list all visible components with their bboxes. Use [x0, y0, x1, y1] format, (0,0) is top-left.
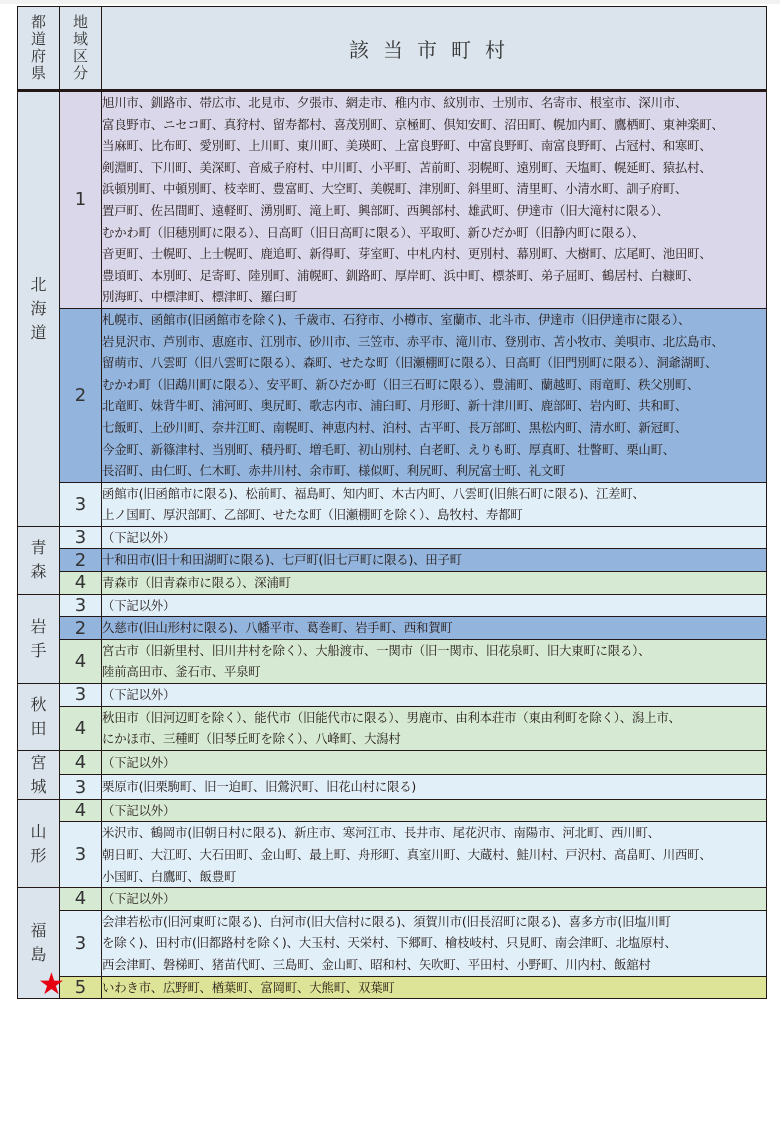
table-row	[18, 482, 767, 526]
prefecture-name-char: 海	[30, 298, 47, 318]
municipality-line: 別海町、中標津町、標津町、羅臼町	[102, 289, 298, 305]
area-class-cell	[60, 684, 102, 707]
area-class-number: 4	[74, 650, 87, 672]
area-class-cell	[60, 976, 102, 999]
table-row	[18, 526, 767, 549]
municipality-line: むかわ町（旧穂別町に限る）、日高町（旧日高町に限る）、平取町、新ひだか町（旧静内町に限る）、	[102, 224, 645, 240]
prefecture-cell	[18, 594, 60, 683]
municipality-list-cell	[102, 482, 767, 526]
municipality-list-cell	[102, 549, 767, 572]
table-row	[18, 308, 767, 482]
area-class-cell	[60, 706, 102, 750]
municipality-line: 長沼町、由仁町、仁木町、赤井川村、余市町、様似町、利尻町、利尻富士町、礼文町	[102, 463, 566, 479]
prefecture-name-char: 青	[30, 538, 47, 558]
table-row	[18, 822, 767, 888]
prefecture-cell	[18, 888, 65, 1003]
municipality-list-cell	[102, 888, 767, 911]
table-body	[18, 91, 767, 1003]
table-row	[18, 572, 767, 595]
prefecture-name-char: 北	[30, 274, 47, 294]
header-char: 区	[72, 47, 88, 65]
municipality-line: 宮古市（旧新里村、旧川井村を除く）、大船渡市、一関市（旧一関市、旧花泉町、旧大東町に限る）、	[102, 642, 651, 658]
municipality-line: 朝日町、大江町、大石田町、金山町、最上町、舟形町、真室川町、大蔵村、鮭川村、戸沢村、高畠町、川西町、	[102, 847, 712, 862]
table-row	[18, 888, 767, 911]
municipality-list-cell	[102, 775, 767, 800]
municipality-line: 西会津町、磐梯町、猪苗代町、三島町、金山町、昭和村、矢吹町、平田村、小野町、川内村、飯舘村	[102, 956, 651, 972]
header-char: 県	[30, 64, 46, 82]
star-marker-icon: ★	[38, 967, 65, 1003]
prefecture-name-char: 島	[30, 945, 47, 965]
municipality-list-cell	[102, 799, 767, 822]
municipality-list-cell	[102, 91, 767, 309]
table-row	[18, 617, 767, 640]
table-row	[18, 549, 767, 572]
municipality-line: 北竜町、妹背牛町、浦河町、奥尻町、歌志内市、浦臼町、月形町、新十津川町、鹿部町、岩内町、共和町、	[102, 398, 688, 414]
area-class-number: 4	[74, 888, 87, 910]
area-class-number: 3	[74, 527, 87, 549]
header-char: 都	[30, 13, 46, 31]
prefecture-name-char: 形	[30, 845, 47, 865]
municipality-list-cell	[102, 684, 767, 707]
municipality-line: 札幌市、函館市(旧函館市を除く)、千歳市、石狩市、小樽市、室蘭市、北斗市、伊達市（旧伊達市に限る）、	[102, 311, 691, 327]
area-class-cell	[60, 594, 102, 617]
table-row	[18, 799, 767, 822]
area-class-cell	[60, 888, 102, 911]
municipality-line: 剣淵町、下川町、美深町、音威子府村、中川町、小平町、苫前町、羽幌町、遠別町、天塩町、幌延町、猿払村、	[102, 159, 712, 175]
municipality-line: を除く)、田村市(旧都路村を除く)、大玉村、天栄村、下郷町、檜枝岐村、只見町、南会津町、北塩原村、	[102, 935, 677, 951]
prefecture-name-char: 岩	[30, 616, 47, 636]
municipality-line: 小国町、白鷹町、飯豊町	[102, 868, 237, 884]
prefecture-cell	[18, 750, 60, 799]
area-class-cell	[60, 91, 102, 309]
header-area-class	[60, 7, 102, 91]
top-divider	[0, 0, 780, 4]
municipality-list-cell	[102, 308, 767, 482]
region-classification-table	[17, 6, 767, 1003]
area-class-cell	[60, 910, 102, 976]
table-row	[18, 594, 767, 617]
municipality-line: 今金町、新篠津村、当別町、積丹町、増毛町、初山別村、白老町、えりも町、厚真町、壮瞥町、栗山町、	[102, 441, 675, 457]
municipality-line: にかほ市、三種町（旧琴丘町を除く）、八峰町、大潟村	[102, 731, 401, 747]
prefecture-name-char: 城	[30, 776, 47, 796]
municipality-line: 留萌市、八雲町（旧八雲町に限る）、森町、せたな町（旧瀬棚町に限る）、日高町（旧門別町に限る）、洞爺湖町、	[102, 355, 718, 371]
municipality-line: （下記以外）	[102, 754, 176, 770]
header-municipalities: 該当市町村	[102, 7, 767, 91]
municipality-line: （下記以外）	[102, 597, 176, 613]
prefecture-cell	[18, 684, 60, 751]
header-char: 分	[72, 64, 88, 82]
municipality-list-cell	[102, 594, 767, 617]
municipality-line: 秋田市（旧河辺町を除く）、能代市（旧能代市に限る）、男鹿市、由利本荘市（東由利町を除く）、潟上市、	[102, 709, 681, 725]
municipality-line: 上ノ国町、厚沢部町、乙部町、せたな町（旧瀬棚町を除く）、島牧村、寿都町	[102, 507, 523, 523]
municipality-line: 函館市(旧函館市に限る)、松前町、福島町、知内町、木古内町、八雲町(旧熊石町に限る)、江差町、	[102, 485, 645, 501]
area-class-cell	[60, 822, 102, 888]
municipality-line: （下記以外）	[102, 802, 176, 818]
prefecture-name-char: 宮	[30, 752, 47, 772]
prefecture-name-char: 秋	[30, 694, 47, 714]
prefecture-name-char: 森	[30, 562, 47, 582]
prefecture-cell	[18, 526, 60, 594]
municipality-line: 音更町、士幌町、上士幌町、鹿追町、新得町、芽室町、中札内村、更別村、幕別町、大樹町、広尾町、池田町、	[102, 246, 712, 262]
municipality-line: 富良野市、ニセコ町、真狩村、留寿都村、喜茂別町、京極町、倶知安町、沼田町、幌加内町、鷹栖町、東神楽町、	[102, 116, 724, 132]
municipality-line: 岩見沢市、芦別市、恵庭市、江別市、砂川市、三笠市、赤平市、滝川市、登別市、苫小牧市、美唄市、北広島市、	[102, 333, 724, 349]
municipality-list-cell	[102, 572, 767, 595]
prefecture-cell	[18, 799, 60, 887]
municipality-line: むかわ町（旧鵡川町に限る）、安平町、新ひだか町（旧三石町に限る）、豊浦町、蘭越町、雨竜町、秩父別町、	[102, 376, 700, 392]
prefecture-name-char: 山	[30, 821, 47, 841]
municipality-list-cell	[102, 617, 767, 640]
municipality-line: 会津若松市(旧河東町に限る)、白河市(旧大信村に限る)、須賀川市(旧長沼町に限る)、喜多方市(旧塩川町	[102, 913, 671, 929]
area-class-cell	[60, 482, 102, 526]
municipality-line: 旭川市、釧路市、帯広市、北見市、夕張市、網走市、稚内市、紋別市、士別市、名寄市、根室市、深川市、	[102, 95, 688, 110]
area-class-number: 2	[74, 617, 87, 639]
area-class-number: 1	[74, 189, 87, 211]
municipality-line: （下記以外）	[102, 687, 176, 703]
area-class-number: 2	[74, 384, 87, 406]
area-class-cell	[60, 775, 102, 800]
prefecture-cell	[18, 91, 60, 527]
area-class-cell	[60, 750, 102, 775]
municipality-list-cell	[102, 822, 767, 888]
municipality-line: 青森市（旧青森市に限る）、深浦町	[102, 575, 291, 591]
area-class-number: 5	[74, 976, 87, 998]
prefecture-name-char: 道	[30, 322, 47, 342]
area-class-number: 4	[74, 717, 87, 739]
municipality-line: 十和田市(旧十和田湖町に限る)、七戸町(旧七戸町に限る)、田子町	[102, 552, 462, 568]
area-class-number: 3	[74, 932, 87, 954]
prefecture-name-char: 福	[30, 921, 47, 941]
header-row	[18, 7, 767, 91]
municipality-line: 陸前高田市、釜石市、平泉町	[102, 664, 261, 680]
municipality-line: 七飯町、上砂川町、奈井江町、南幌町、神恵内村、泊村、古平町、長万部町、黒松内町、清水町、新冠町、	[102, 419, 688, 435]
municipality-line: 栗原市(旧栗駒町、旧一迫町、旧鶯沢町、旧花山村に限る)	[102, 779, 417, 795]
municipality-line: （下記以外）	[102, 529, 176, 545]
area-class-number: 4	[74, 572, 87, 594]
table-row	[18, 750, 767, 775]
municipality-line: 浜頓別町、中頓別町、枝幸町、豊富町、大空町、美幌町、津別町、斜里町、清里町、小清水町、訓子府町、	[102, 181, 688, 197]
municipality-list-cell	[102, 976, 767, 999]
municipality-list-cell	[102, 750, 767, 775]
area-class-cell	[60, 572, 102, 595]
municipality-line: （下記以外）	[102, 891, 176, 907]
area-class-cell	[60, 549, 102, 572]
area-class-cell	[60, 799, 102, 822]
municipality-line: いわき市、広野町、楢葉町、富岡町、大熊町、双葉町	[102, 979, 395, 995]
municipality-line: 久慈市(旧山形村に限る)、八幡平市、葛巻町、岩手町、西和賀町	[102, 620, 453, 636]
header-char: 道	[30, 30, 46, 48]
table-row	[18, 910, 767, 976]
area-class-number: 3	[74, 776, 87, 798]
prefecture-name-char: 田	[30, 718, 47, 738]
table-row	[18, 976, 767, 999]
municipality-list-cell	[102, 639, 767, 683]
municipality-line: 当麻町、比布町、愛別町、上川町、東川町、美瑛町、上富良野町、中富良野町、南富良野町、占冠村、和寒町、	[102, 138, 712, 154]
area-class-cell	[60, 526, 102, 549]
area-class-number: 3	[74, 844, 87, 866]
municipality-line: 豊頃町、本別町、足寄町、陸別町、浦幌町、釧路町、厚岸町、浜中町、標茶町、弟子屈町、鶴居村、白糠町、	[102, 267, 700, 283]
table-row	[18, 684, 767, 707]
header-char: 域	[72, 30, 88, 48]
header-char: 府	[30, 47, 46, 65]
area-class-cell	[60, 617, 102, 640]
table-row	[18, 91, 767, 309]
municipality-list-cell	[102, 526, 767, 549]
table-row	[18, 775, 767, 800]
municipality-line: 置戸町、佐呂間町、遠軽町、湧別町、滝上町、興部町、西興部村、雄武町、伊達市（旧大滝村に限る）、	[102, 202, 669, 218]
area-class-cell	[60, 308, 102, 482]
prefecture-name-char: 手	[30, 640, 47, 660]
header-char: 地	[72, 13, 88, 31]
area-class-number: 3	[74, 493, 87, 515]
municipality-line: 米沢市、鶴岡市(旧朝日村に限る)、新庄市、寒河江市、長井市、尾花沢市、南陽市、河北町、西川町、	[102, 825, 660, 841]
municipality-list-cell	[102, 706, 767, 750]
area-class-number: 2	[74, 549, 87, 571]
municipality-list-cell	[102, 910, 767, 976]
area-class-number: 4	[74, 752, 87, 774]
table-row	[18, 639, 767, 683]
area-class-number: 3	[74, 684, 87, 706]
area-class-number: 3	[74, 594, 87, 616]
table-row	[18, 706, 767, 750]
header-prefecture	[18, 7, 60, 91]
area-class-cell	[60, 639, 102, 683]
area-class-number: 4	[74, 800, 87, 822]
